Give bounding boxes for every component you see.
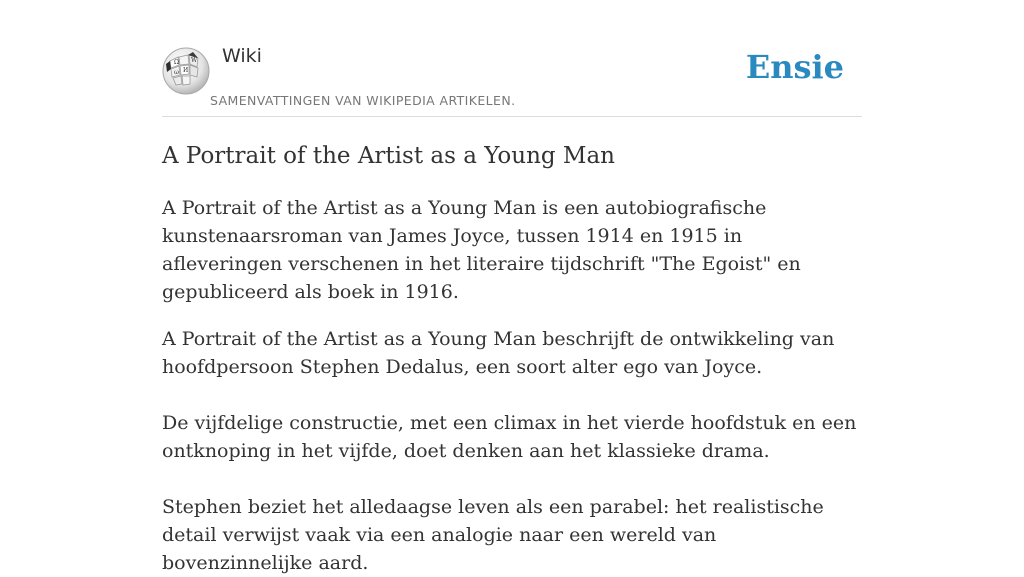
svg-text:Ω: Ω bbox=[174, 59, 179, 66]
page-title: A Portrait of the Artist as a Young Man bbox=[162, 143, 615, 169]
article-body bbox=[162, 194, 862, 577]
svg-text:И: И bbox=[183, 67, 189, 74]
article-paragraph: De vijfdelige constructie, met een climax in het vierde hoofdstuk en een ontknoping in het vijfde, doet denken aan het klassieke drama. bbox=[162, 412, 857, 462]
site-header bbox=[162, 0, 862, 117]
svg-text:ω: ω bbox=[174, 69, 179, 76]
content-container bbox=[162, 0, 862, 577]
article-paragraph: A Portrait of the Artist as a Young Man is een autobiografische kunstenaarsroman van James Joyce, tussen 1914 en 1915 in afleveringen verschenen in het literaire tijdschrift "The Egoist" en gepubliceerd als boek in 1916. bbox=[162, 197, 801, 303]
ensie-brand-link[interactable]: Ensie bbox=[745, 48, 844, 86]
site-name[interactable]: Wiki bbox=[222, 45, 262, 67]
article-paragraph: Stephen beziet het alledaagse leven als een parabel: het realistische detail verwijst vaak via een analogie naar een wereld van bovenzinnelijke aard. bbox=[162, 496, 824, 574]
site-tagline: SAMENVATTINGEN VAN WIKIPEDIA ARTIKELEN. bbox=[210, 93, 516, 108]
svg-text:W: W bbox=[191, 57, 198, 64]
wikipedia-globe-icon[interactable] bbox=[162, 47, 210, 95]
article-paragraph: A Portrait of the Artist as a Young Man beschrijft de ontwikkeling van hoofdpersoon Stephen Dedalus, een soort alter ego van Joyce. bbox=[162, 328, 835, 378]
